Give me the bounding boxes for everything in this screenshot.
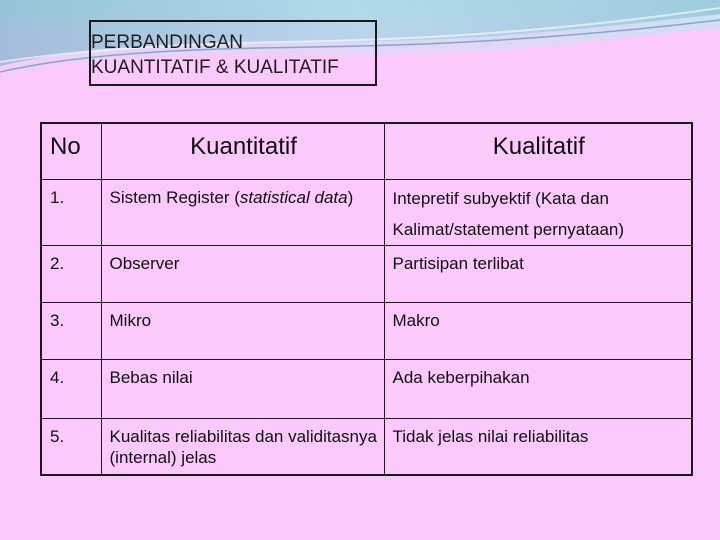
cell-kuantitatif: Kualitas reliabilitas dan validitasnya (internal) jelas: [101, 418, 384, 475]
table-row: [41, 359, 692, 418]
cell-kualitatif: Intepretif subyektif (Kata dan Kalimat/statement pernyataan): [384, 179, 692, 245]
cell-no: 1.: [41, 179, 101, 245]
header-kuantitatif: Kuantitatif: [101, 123, 384, 179]
kuantitatif-suffix: ): [347, 187, 354, 207]
table-header-row: [41, 123, 692, 179]
table-row: [41, 179, 692, 245]
comparison-table: [40, 122, 693, 476]
cell-kuantitatif: [101, 179, 384, 245]
title-line-2: KUANTITATIF & KUALITATIF: [91, 57, 339, 78]
kuantitatif-prefix: Sistem Register (: [109, 187, 240, 207]
cell-kualitatif: Tidak jelas nilai reliabilitas: [384, 418, 692, 475]
cell-no: 2.: [41, 245, 101, 302]
cell-no: 5.: [41, 418, 101, 475]
header-kualitatif: Kualitatif: [384, 123, 692, 179]
table-row: [41, 418, 692, 475]
header-no: No: [41, 123, 101, 179]
page-title: [89, 20, 377, 86]
cell-kuantitatif: Bebas nilai: [101, 359, 384, 418]
cell-no: 3.: [41, 302, 101, 359]
kuantitatif-italic: statistical data: [239, 187, 348, 207]
cell-no: 4.: [41, 359, 101, 418]
table-row: [41, 245, 692, 302]
title-line-1: PERBANDINGAN: [91, 32, 244, 53]
cell-kualitatif: Ada keberpihakan: [384, 359, 692, 418]
table-row: [41, 302, 692, 359]
cell-kuantitatif: Observer: [101, 245, 384, 302]
cell-kuantitatif: Mikro: [101, 302, 384, 359]
cell-kualitatif: Partisipan terlibat: [384, 245, 692, 302]
cell-kualitatif: Makro: [384, 302, 692, 359]
